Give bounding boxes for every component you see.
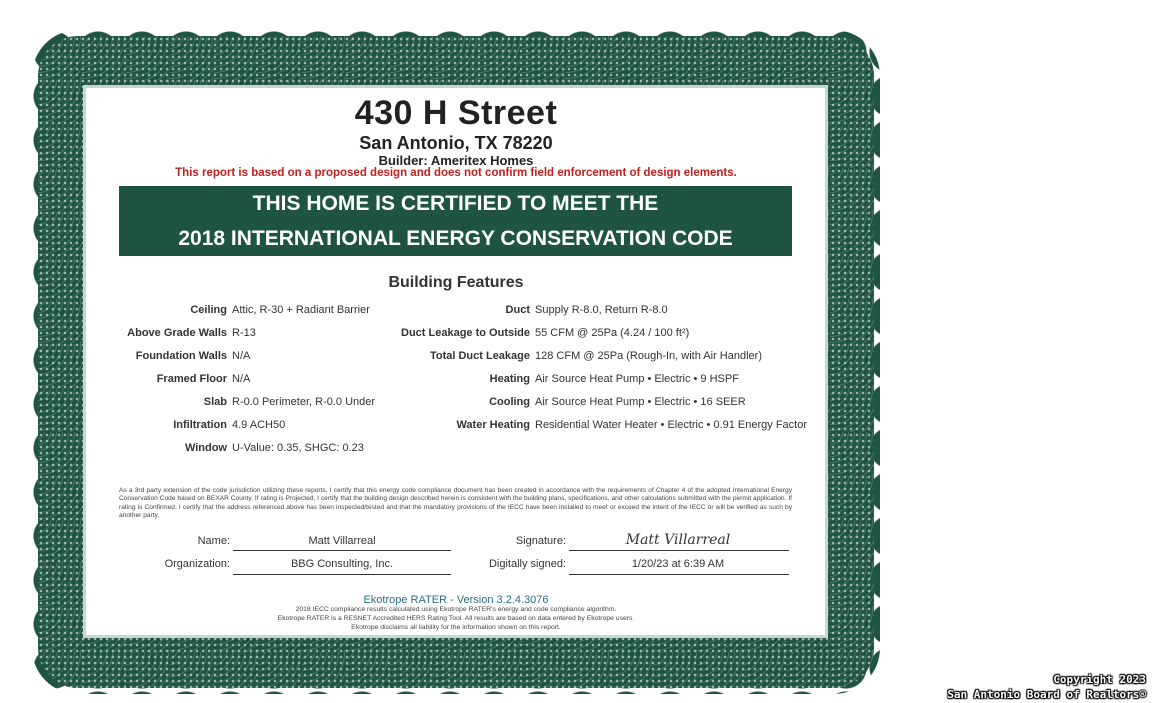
builder-name: Builder: Ameritex Homes <box>378 153 534 168</box>
feature-heating <box>489 373 739 386</box>
software-version: Ekotrope RATER - Version 3.2.4.3076 <box>363 594 549 606</box>
feature-value: Residential Water Heater • Electric • 0.91 Energy Factor <box>535 419 808 431</box>
feature-window <box>184 442 364 455</box>
copyright-watermark-line-1: Copyright 2023 <box>1053 673 1146 686</box>
feature-framed-floor <box>156 373 251 386</box>
banner-line-2: 2018 INTERNATIONAL ENERGY CONSERVATION CODE <box>178 227 733 250</box>
feature-total-duct-leakage <box>429 350 762 363</box>
feature-duct-leakage-outside <box>401 327 690 340</box>
feature-foundation-walls <box>135 350 251 363</box>
feature-value: U-Value: 0.35, SHGC: 0.23 <box>232 442 364 454</box>
organization-label: Organization: <box>164 558 230 570</box>
copyright-watermark-line-2: San Antonio Board of Realtors® <box>947 688 1146 701</box>
feature-cooling <box>489 396 746 409</box>
certification-banner <box>119 186 792 256</box>
digitally-signed-label: Digitally signed: <box>488 558 566 570</box>
design-disclaimer: This report is based on a proposed design and does not confirm field enforcement of design elements. <box>175 167 737 179</box>
feature-label: Above Grade Walls <box>127 327 227 339</box>
name-underline <box>233 550 451 551</box>
feature-duct <box>505 304 668 317</box>
feature-label: Duct <box>505 304 530 316</box>
features-heading: Building Features <box>388 274 524 291</box>
footer-note-3: Ekotrope disclaims all liability for the information shown on this report. <box>351 624 561 631</box>
feature-value: Supply R-8.0, Return R-8.0 <box>535 304 668 316</box>
feature-label: Framed Floor <box>156 373 227 385</box>
feature-value: 55 CFM @ 25Pa (4.24 / 100 ft²) <box>535 327 690 339</box>
feature-value: 4.9 ACH50 <box>232 419 286 431</box>
organization-value: BBG Consulting, Inc. <box>290 558 394 570</box>
name-label: Name: <box>197 535 230 547</box>
feature-value: 128 CFM @ 25Pa (Rough-In, with Air Handler) <box>535 350 762 362</box>
feature-label: Water Heating <box>456 419 530 431</box>
digitally-signed-value: 1/20/23 at 6:39 AM <box>631 558 725 570</box>
feature-water-heating <box>456 419 808 432</box>
footer-note-2: Ekotrope RATER is a RESNET Accredited HERS Rating Tool. All results are based on data entered by Ekotrope users. <box>277 615 635 622</box>
banner-line-1: THIS HOME IS CERTIFIED TO MEET THE <box>252 192 659 215</box>
feature-slab <box>203 396 376 409</box>
name-value: Matt Villarreal <box>308 535 376 547</box>
footer-note-1: 2018 IECC compliance results calculated using Ekotrope RATER's energy and code compliance algorithm. <box>295 606 617 613</box>
digitally-signed-underline <box>569 574 789 575</box>
feature-label: Duct Leakage to Outside <box>401 327 530 339</box>
feature-label: Cooling <box>489 396 530 408</box>
feature-value: R-0.0 Perimeter, R-0.0 Under <box>232 396 376 408</box>
signature-label: Signature: <box>515 535 566 547</box>
feature-label: Heating <box>489 373 530 385</box>
organization-underline <box>233 574 451 575</box>
feature-value: R-13 <box>232 327 256 339</box>
feature-value: Air Source Heat Pump • Electric • 16 SEER <box>535 396 746 408</box>
feature-label: Infiltration <box>173 419 227 431</box>
feature-label: Ceiling <box>190 304 227 316</box>
feature-value: N/A <box>232 350 251 362</box>
feature-label: Window <box>184 442 227 454</box>
feature-value: Air Source Heat Pump • Electric • 9 HSPF <box>535 373 739 385</box>
signature-value: Matt Villarreal <box>625 532 731 548</box>
signature-underline <box>569 550 789 551</box>
feature-label: Slab <box>203 396 227 408</box>
certification-statement: As a 3rd party extension of the code jurisdiction utilizing these reports, I certify that this energy code compliance document has been created in accordance with the requirements of Chapter 4 of the adopted International Energy Conservation Code based on BEXAR County. If rating is Projected, I certify that the building design described herein is consistent with the building plans, specifications, and other calculations submitted with the permit application. If rating is Confirmed, I certify that the address referenced above has been inspected/tested and that the mandatory provisions of the IECC have been installed to meet or exceed the intent of the IECC or will be verified as such by another party. <box>119 487 792 519</box>
feature-infiltration <box>173 419 286 432</box>
feature-value: Attic, R-30 + Radiant Barrier <box>232 304 370 316</box>
property-city: San Antonio, TX 78220 <box>359 133 553 153</box>
property-address: 430 H Street <box>354 94 558 132</box>
feature-label: Total Duct Leakage <box>429 350 530 362</box>
feature-label: Foundation Walls <box>135 350 227 362</box>
feature-above-grade-walls <box>127 327 256 340</box>
feature-ceiling <box>190 304 370 317</box>
feature-value: N/A <box>232 373 251 385</box>
